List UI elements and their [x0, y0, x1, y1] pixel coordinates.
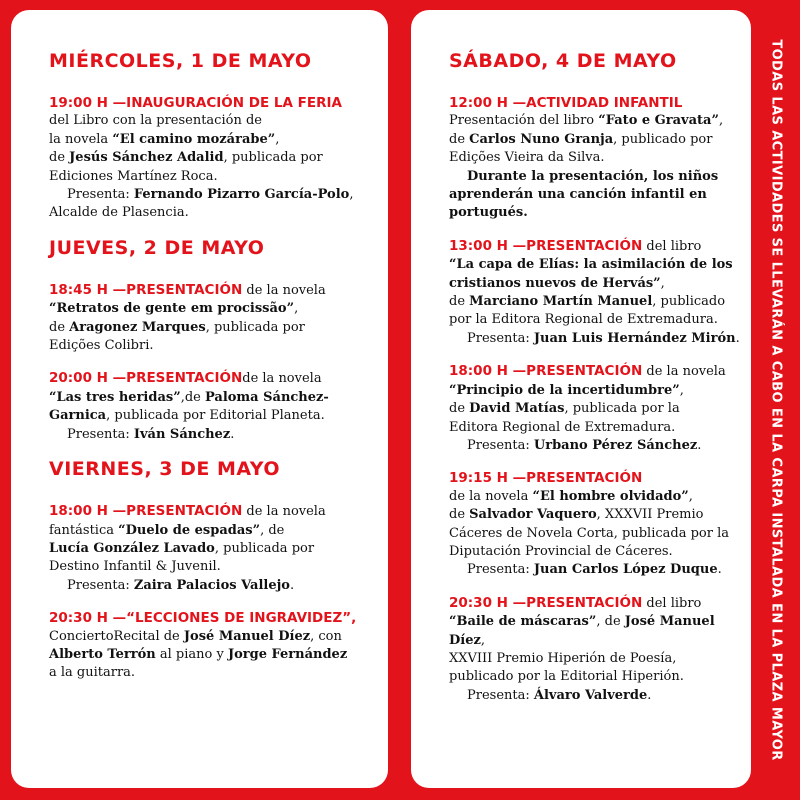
text: de	[449, 401, 470, 417]
day-heading-thursday: JUEVES, 2 DE MAYO	[49, 236, 265, 259]
event-sat-1200	[449, 94, 751, 223]
text: , publicada por	[205, 319, 305, 335]
musician-name: Jorge Fernández	[227, 646, 348, 662]
event-sat-1800	[449, 362, 751, 455]
event-line	[449, 488, 751, 506]
text: , de	[260, 522, 285, 538]
author-name: Carlos Nuno Granja	[469, 131, 614, 147]
event-time: 20:30 H —“LECCIONES DE INGRAVIDEZ”,	[49, 610, 357, 627]
event-line	[449, 382, 751, 400]
text: Presenta:	[67, 187, 134, 203]
presenter-line	[449, 561, 751, 579]
event-line: Diputación Provincial de Cáceres.	[449, 543, 673, 559]
book-title: “Las tres heridas”	[49, 389, 181, 405]
text: de	[49, 150, 70, 166]
event-line	[449, 131, 751, 149]
presenter-name: Álvaro Valverde	[533, 687, 648, 703]
text: ,de	[180, 389, 205, 405]
event-time: 20:30 H —PRESENTACIÓN	[449, 594, 643, 611]
text: ,	[294, 301, 299, 317]
presenter-name: Juan Carlos López Duque	[533, 562, 718, 578]
event-note: Durante la presentación, los niños	[467, 168, 719, 184]
event-line	[449, 293, 751, 311]
text: .	[697, 437, 702, 453]
event-time: 12:00 H —ACTIVIDAD INFANTIL	[449, 95, 683, 111]
event-line	[449, 112, 751, 130]
day-heading-saturday: SÁBADO, 4 DE MAYO	[449, 50, 677, 72]
book-title: “Baile de máscaras”	[449, 614, 597, 630]
event-line: por la Editora Regional de Extremadura.	[449, 312, 718, 328]
event-line	[49, 369, 388, 388]
musician-name: Alberto Terrón	[49, 646, 156, 662]
presenter-name: Fernando Pizarro García-Polo	[133, 187, 350, 203]
text: al piano y	[155, 646, 228, 662]
text: de la novela	[642, 364, 726, 380]
text: Presenta:	[467, 437, 534, 453]
event-time: 18:00 H —PRESENTACIÓN	[449, 363, 643, 380]
author-name: David Matías	[469, 401, 565, 417]
text: Presenta:	[467, 687, 534, 703]
book-title: “Principio de la incertidumbre”	[449, 382, 680, 398]
text: Presenta:	[467, 330, 534, 346]
event-time: 18:00 H —PRESENTACIÓN	[49, 503, 243, 520]
event-line: publicado por la Editorial Hiperión.	[449, 669, 684, 685]
event-line	[449, 237, 751, 256]
presenter-line	[49, 186, 388, 204]
presenter-name: Iván Sánchez	[133, 426, 231, 442]
presenter-line	[449, 437, 751, 455]
event-fri-1800	[49, 502, 388, 595]
author-name: José Manuel Díez	[183, 628, 311, 644]
author-name: Jesús Sánchez Adalid	[69, 150, 224, 166]
text: , publicado	[652, 294, 726, 310]
presenter-line	[449, 330, 751, 348]
day-heading-friday: VIERNES, 3 DE MAYO	[49, 458, 281, 481]
event-line: Alcalde de Plasencia.	[49, 205, 189, 221]
text: .	[735, 330, 740, 346]
left-panel	[11, 10, 388, 788]
text: , de	[596, 614, 625, 630]
event-line	[49, 628, 388, 646]
text: del libro	[642, 595, 702, 611]
event-fri-2030	[49, 609, 388, 683]
event-time: 18:45 H —PRESENTACIÓN	[49, 281, 243, 298]
event-sat-2030	[449, 594, 751, 705]
text: .	[289, 577, 295, 593]
book-title: cristianos nuevos de Hervás”	[449, 275, 661, 291]
presenter-line	[49, 577, 388, 595]
event-thu-1845	[49, 281, 388, 356]
text: ,	[718, 113, 724, 129]
text: Presentación del libro	[449, 113, 599, 129]
text: de	[49, 319, 70, 335]
side-note: TODAS LAS ACTIVIDADES SE LLEVARÁN A CABO EN LA CARPA INSTALADA EN LA PLAZA MAYOR	[768, 39, 784, 761]
event-line	[449, 362, 751, 381]
event-wed-1900	[49, 94, 388, 223]
text: ,	[688, 488, 693, 504]
event-line	[449, 506, 751, 524]
book-title: “Duelo de espadas”	[118, 522, 261, 538]
event-line	[449, 613, 751, 650]
event-line	[49, 300, 388, 318]
text: fantástica	[49, 522, 119, 538]
event-note: aprenderán una canción infantil en	[449, 187, 707, 203]
book-title: “El camino mozárabe”	[112, 131, 276, 147]
text: , publicada por la	[564, 401, 680, 417]
text: ,	[275, 131, 280, 147]
author-name: Aragonez Marques	[69, 319, 206, 335]
text: , publicada por	[223, 150, 323, 166]
book-title: “Retratos de gente em procissão”	[49, 301, 295, 317]
text: , XXXVII Premio	[596, 507, 704, 523]
presenter-line	[449, 687, 751, 705]
text: Presenta:	[67, 426, 134, 442]
event-line	[49, 502, 388, 521]
event-sat-1915	[449, 469, 751, 579]
author-name: Marciano Martín Manuel	[469, 294, 653, 310]
event-line	[49, 149, 388, 167]
presenter-name: Zaira Palacios Vallejo	[133, 577, 290, 593]
book-title: “La capa de Elías: la asimilación de los	[449, 257, 733, 273]
text: ConciertoRecital de	[49, 628, 184, 644]
text: , publicada por	[214, 540, 315, 556]
text: ,	[349, 187, 354, 203]
event-line: Cáceres de Novela Corta, publicada por la	[449, 525, 730, 541]
text: de la novela	[242, 371, 322, 387]
text: ,	[480, 632, 486, 648]
event-time: 13:00 H —PRESENTACIÓN	[449, 237, 643, 254]
text: .	[647, 687, 652, 703]
text: Presenta:	[67, 577, 134, 593]
event-line	[49, 540, 388, 558]
event-line	[49, 281, 388, 300]
event-time: 20:00 H —PRESENTACIÓN	[49, 370, 243, 387]
event-line	[449, 275, 751, 293]
event-note: portugués.	[449, 205, 528, 221]
day-heading-wednesday: MIÉRCOLES, 1 DE MAYO	[49, 50, 312, 72]
event-line	[49, 646, 388, 664]
event-line: Destino Infantil & Juvenil.	[49, 559, 221, 575]
event-time: 19:00 H —INAUGURACIÓN DE LA FERIA	[49, 95, 342, 111]
text: .	[717, 562, 722, 578]
text: de	[449, 507, 470, 523]
event-line: a la guitarra.	[49, 665, 136, 681]
event-line	[49, 522, 388, 540]
text: de la novela	[242, 504, 326, 520]
text: , publicado por	[613, 131, 713, 147]
author-name: Paloma Sánchez-	[204, 389, 329, 405]
event-line: XXVIII Premio Hiperión de Poesía,	[449, 650, 677, 666]
event-line	[49, 319, 388, 337]
right-panel	[411, 10, 751, 788]
book-title: “El hombre olvidado”	[532, 488, 689, 504]
event-line	[449, 594, 751, 613]
event-line: Ediciones Martínez Roca.	[49, 168, 218, 184]
text: ,	[679, 382, 684, 398]
text: .	[230, 426, 235, 442]
text: de la novela	[449, 488, 533, 504]
text: Presenta:	[467, 562, 534, 578]
author-name: Lucía González Lavado	[49, 540, 215, 556]
book-title: “Fato e Gravata”	[598, 113, 719, 129]
event-line	[49, 407, 388, 425]
text: de	[449, 131, 470, 147]
presenter-line	[49, 426, 388, 444]
text: del libro	[642, 238, 702, 254]
event-line: Edições Colibri.	[49, 338, 154, 354]
text: ,	[660, 275, 665, 291]
text: , con	[310, 628, 342, 644]
event-line	[449, 400, 751, 418]
event-line	[49, 389, 388, 407]
event-line: Editora Regional de Extremadura.	[449, 419, 676, 435]
text: la novela	[49, 131, 113, 147]
event-line: Edições Vieira da Silva.	[449, 150, 605, 166]
event-sat-1300	[449, 237, 751, 348]
text: , publicada por Editorial Planeta.	[106, 408, 325, 424]
event-line: del Libro con la presentación de	[49, 113, 262, 129]
side-banner	[754, 0, 798, 800]
presenter-name: Juan Luis Hernández Mirón	[533, 330, 736, 346]
presenter-name: Urbano Pérez Sánchez	[533, 437, 698, 453]
author-name: Garnica	[49, 408, 107, 424]
text: de la novela	[242, 282, 326, 298]
event-line	[49, 131, 388, 149]
text: de	[449, 294, 470, 310]
event-thu-2000	[49, 369, 388, 444]
author-name: José Manuel Díez	[449, 614, 715, 648]
event-time: 19:15 H —PRESENTACIÓN	[449, 470, 643, 487]
author-name: Salvador Vaquero	[469, 507, 597, 523]
